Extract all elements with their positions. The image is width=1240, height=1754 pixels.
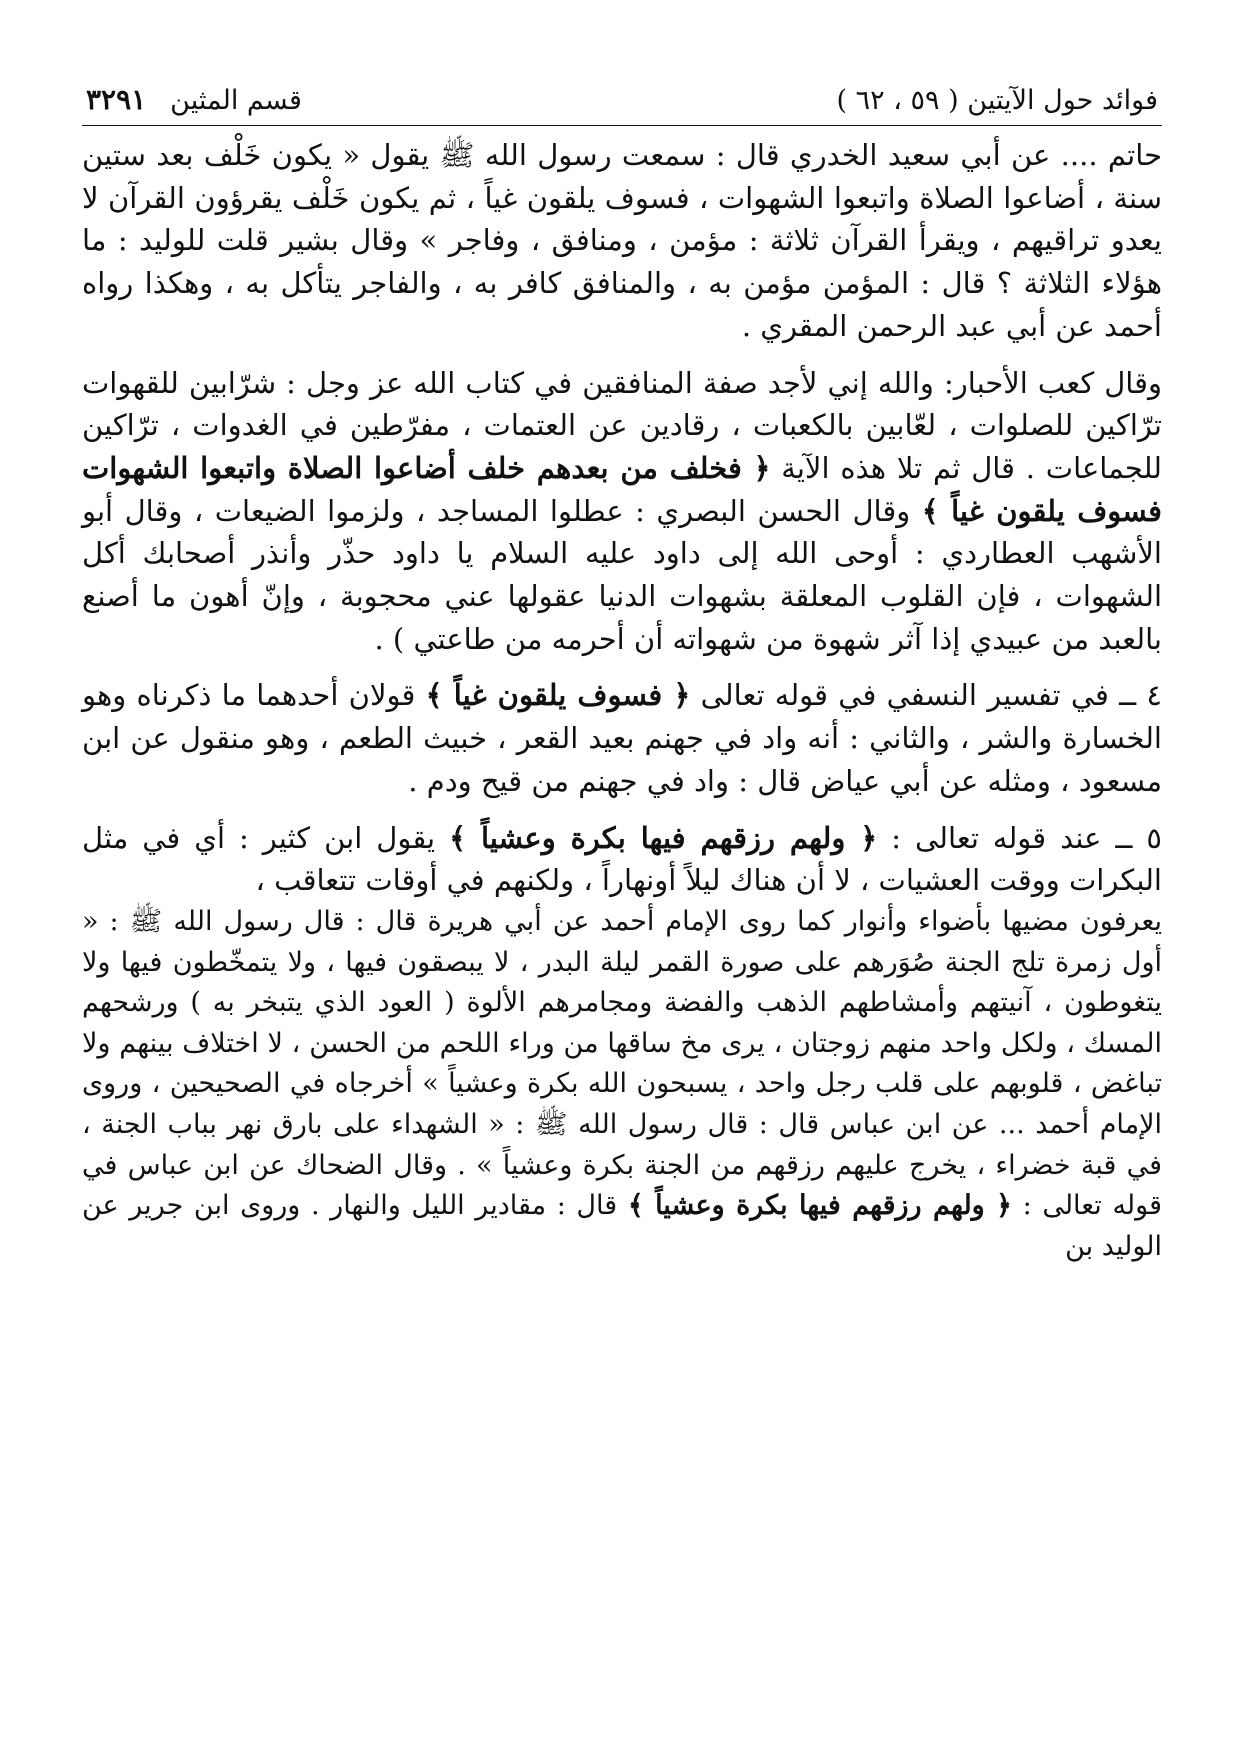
paragraph-hadith-paradise bbox=[82, 902, 1162, 1267]
paragraph-kaab-al-ahbar bbox=[82, 362, 1162, 661]
quran-verse: ﴿ ولهم رزقهم فيها بكرة وعشياً ﴾ bbox=[449, 820, 878, 855]
page-number: ٣٢٩١ bbox=[86, 83, 147, 116]
text-segment: قولان أحدهما ما ذكرناه وهو الخسارة والشر ، والثاني : أنه واد في جهنم بعيد القعر ، خبيث الطعم ، وهو منقول عن ابن مسعود ، ومثله عن أبي عياض قال : واد في جهنم من قيح ودم . bbox=[82, 678, 1162, 798]
book-page bbox=[82, 82, 1162, 1267]
text-segment: ٤ ــ في تفسير النسفي في قوله تعالى bbox=[690, 678, 1162, 713]
quran-verse: ﴿ ولهم رزقهم فيها بكرة وعشياً ﴾ bbox=[627, 1190, 1012, 1222]
paragraph-ibn-kathir bbox=[82, 817, 1162, 902]
header-left-group bbox=[86, 82, 302, 119]
quran-verse: ﴿ فسوف يلقون غياً ﴾ bbox=[425, 678, 691, 713]
text-segment: حاتم .... عن أبي سعيد الخدري قال : سمعت رسول الله ﷺ يقول « يكون خَلْف بعد ستين سنة ، أضاعوا الصلاة واتبعوا الشهوات ، فسوف يلقون غياً ، ثم يكون خَلْف يقرؤون القرآن لا يعدو تراقيهم ، ويقرأ القرآن ثلاثة : مؤمن ، ومنافق ، وفاجر » وقال بشير قلت للوليد : ما هؤلاء الثلاثة ؟ قال : المؤمن مؤمن به ، والمنافق كافر به ، والفاجر يتأكل به ، وهكذا رواه أحمد عن أبي عبد الرحمن المقري . bbox=[82, 138, 1162, 343]
running-header bbox=[82, 82, 1162, 126]
text-segment: ٥ ــ عند قوله تعالى : bbox=[877, 820, 1162, 855]
text-segment: وقال كعب الأحبار: والله إني لأجد صفة المنافقين في كتاب الله عز وجل : شرّابين للقهوات ترّاكين للصلوات ، لعّابين بالكعبات ، رقادين عن العتمات ، مفرّطين في الغدوات ، ترّاكين للجماعات . قال ثم تلا هذه الآية bbox=[82, 365, 1163, 485]
text-segment: وقال الحسن البصري : عطلوا المساجد ، ولزموا الضيعات ، وقال أبو الأشهب العطاردي : أوحى الله إلى داود عليه السلام يا داود حذّر وأنذر أصحابك أكل الشهوات ، فإن القلوب المعلقة بشهوات الدنيا عقولها عني محجوبة ، وإنّ أهون ما أصنع بالعبد من عبيدي إذا آثر شهوة من شهواته أن أحرمه من طاعتي ) . bbox=[82, 493, 1162, 656]
quran-verse: ﴿ فخلف من بعدهم خلف أضاعوا الصلاة واتبعوا الشهوات فسوف يلقون غياً ﴾ bbox=[82, 450, 1162, 528]
section-name: قسم المثين bbox=[170, 85, 302, 116]
page-body bbox=[82, 134, 1162, 1267]
text-segment: قال : مقادير الليل والنهار . وروى ابن جرير عن الوليد بن bbox=[82, 1190, 1162, 1262]
text-segment: يقول ابن كثير : أي في مثل البكرات ووقت العشيات ، لا أن هناك ليلاً أونهاراً ، ولكنهم في أوقات تتعاقب ، bbox=[82, 820, 1162, 898]
text-segment: يعرفون مضيها بأضواء وأنوار كما روى الإمام أحمد عن أبي هريرة قال : قال رسول الله ﷺ : « أول زمرة تلج الجنة صُوَرهم على صورة القمر ليلة البدر ، لا يبصقون فيها ، ولا يتمخّطون فيها ولا يتغوطون ، آنيتهم وأمشاطهم الذهب والفضة ومجامرهم الألوة ( العود الذي يتبخر به ) ورشحهم المسك ، ولكل واحد منهم زوجتان ، يرى مخ ساقها من وراء اللحم من الحسن ، لا اختلاف بينهم ولا تباغض ، قلوبهم على قلب رجل واحد ، يسبحون الله بكرة وعشياً » أخرجاه في الصحيحين ، وروى الإمام أحمد ... عن ابن عباس قال : قال رسول الله ﷺ : « الشهداء على بارق نهر بباب الجنة ، في قبة خضراء ، يخرج عليهم رزقهم من الجنة بكرة وعشياً » . وقال الضحاك عن ابن عباس في قوله تعالى : bbox=[82, 905, 1163, 1222]
paragraph-hadith-abu-said bbox=[82, 134, 1162, 348]
paragraph-tafsir-nasafi bbox=[82, 674, 1162, 802]
chapter-title: فوائد حول الآيتين ( ٥٩ ، ٦٢ ) bbox=[836, 85, 1158, 116]
